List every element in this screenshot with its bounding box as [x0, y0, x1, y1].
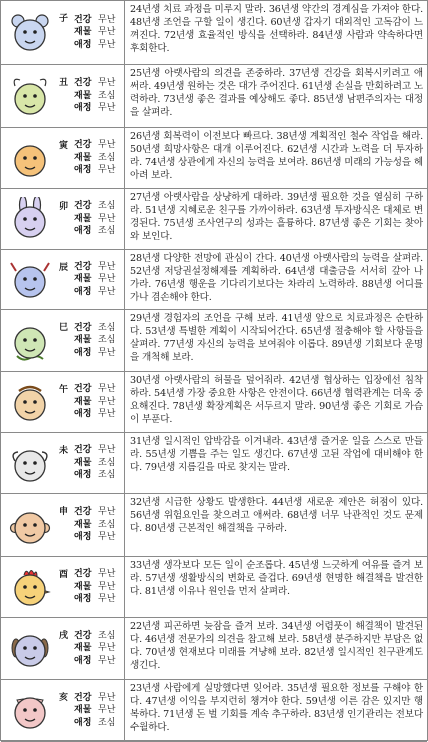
zodiac-header	[1, 433, 124, 493]
rating-value: 무난	[98, 655, 116, 666]
pig-icon	[7, 688, 53, 734]
zodiac-hanja: 亥	[59, 693, 69, 703]
rating-label: 건강	[74, 384, 92, 394]
fortune-text: 24년생 치료 과정을 미루지 말라. 36년생 약간의 경계심을 가져야 한다. 48년생 조언을 구할 일이 생긴다. 60년생 갑자기 대외적인 고독감이 느껴진다. 72년생 효율적인 방식을 선택하라. 84년생 사람과 약속하다면 후회한다.	[124, 1, 427, 64]
fortune-ratings	[74, 14, 115, 52]
rating-label: 재물	[74, 643, 92, 653]
fortune-text: 27년생 아랫사람을 상냥하게 대하라. 39년생 필요한 것을 열심히 구하라. 51년생 지혜로운 친구를 가까이하라. 63년생 투자방식은 대체로 변경된다. 75년생 조사연구의 성과는 흘륭하다. 87년생 좋은 기회는 찾아와 보인다.	[124, 189, 427, 249]
zodiac-header	[1, 189, 124, 249]
fortune-ratings	[74, 630, 115, 668]
rating-value: 무난	[98, 396, 116, 407]
zodiac-row	[1, 557, 427, 618]
rating-value: 무난	[98, 274, 116, 284]
rating-health	[74, 630, 115, 643]
rooster-icon	[7, 565, 53, 611]
zodiac-header	[1, 128, 124, 188]
horse-icon	[7, 380, 53, 426]
zodiac-hanja: 未	[59, 446, 69, 456]
rating-label: 재물	[74, 213, 92, 224]
rating-label: 건강	[74, 322, 92, 333]
fortune-ratings	[74, 568, 115, 606]
rating-value: 무난	[98, 27, 116, 37]
zodiac-row	[1, 494, 427, 557]
fortune-ratings	[74, 200, 115, 238]
rating-health	[74, 139, 115, 152]
rating-label: 건강	[74, 201, 92, 211]
zodiac-row	[1, 310, 427, 372]
rating-value: 무난	[98, 705, 116, 715]
rating-label: 재물	[74, 581, 92, 592]
fortune-text: 31년생 일시적인 압박감을 이겨내라. 43년생 즐거운 일을 스스로 만들라. 55년생 기쁨을 주는 일도 생긴다. 67년생 고된 작업에 대비해야 한다. 79년생 지름길을 따로 찾지는 말라.	[124, 433, 427, 493]
zodiac-row	[1, 189, 427, 250]
snake-icon	[7, 318, 53, 364]
rating-health	[74, 692, 115, 705]
rating-value: 무난	[98, 532, 116, 542]
rating-value: 무난	[98, 569, 116, 579]
rating-label: 재물	[74, 90, 92, 101]
zodiac-header	[1, 680, 124, 741]
rating-wealth	[74, 642, 115, 655]
zodiac-hanja: 子	[59, 14, 69, 24]
zodiac-hanja: 卯	[59, 202, 69, 212]
rating-label: 애정	[74, 165, 92, 175]
rating-love	[74, 225, 115, 238]
zodiac-row	[1, 250, 427, 310]
rating-label: 재물	[74, 705, 92, 715]
rating-label: 건강	[74, 507, 92, 517]
rating-wealth	[74, 334, 115, 347]
dog-icon	[7, 626, 53, 672]
rating-wealth	[74, 273, 115, 286]
rating-love	[74, 408, 115, 421]
rating-love	[74, 164, 115, 177]
rating-label: 애정	[74, 347, 92, 358]
rating-value: 조심	[98, 335, 116, 345]
rating-health	[74, 444, 115, 457]
rating-health	[74, 506, 115, 519]
zodiac-header	[1, 618, 124, 679]
zodiac-row	[1, 1, 427, 65]
rating-health	[74, 383, 115, 396]
rabbit-icon	[7, 197, 53, 243]
fortune-text: 25년생 아랫사람의 의견을 존중하라. 37년생 건강을 회복시키려고 애써라. 49년생 원하는 것은 대가 주어진다. 61년생 손실을 만회하려고 노력하라. 73년생 좋은 결과를 예상해도 좋다. 85년생 남편주의자는 대정을 살펴라.	[124, 65, 427, 127]
fortune-text: 32년생 시급한 상황도 발생한다. 44년생 새로운 제안은 허점이 있다. 56년생 위험요인을 찾으려고 애써라. 68년생 너무 낙관적인 것도 문제다. 80년생 근본적인 해결책을 구하라.	[124, 494, 427, 556]
rating-love	[74, 102, 115, 115]
rating-value: 무난	[98, 594, 116, 604]
rating-value: 무난	[98, 140, 116, 150]
rating-label: 애정	[74, 39, 92, 50]
rating-value: 조심	[98, 152, 116, 163]
rating-label: 건강	[74, 140, 92, 150]
fortune-ratings	[74, 261, 115, 299]
rating-value: 무난	[98, 14, 116, 25]
rating-label: 건강	[74, 78, 92, 88]
rating-label: 재물	[74, 519, 92, 530]
rating-love	[74, 655, 115, 668]
zodiac-header	[1, 557, 124, 617]
zodiac-row	[1, 433, 427, 494]
rating-label: 재물	[74, 27, 92, 37]
fortune-ratings	[74, 139, 115, 177]
rating-wealth	[74, 90, 115, 103]
monkey-icon	[7, 503, 53, 549]
rating-value: 무난	[98, 409, 116, 419]
fortune-text: 30년생 아랫사람의 허물을 덮어줘라. 42년생 협상하는 입장에선 침착하라. 54년생 가장 중요한 사항은 안전이다. 66년생 협력관계는 더욱 중요해진다. 78년생 확장계획은 서두르지 말라. 90년생 좋은 기회로 가슴이 부푼다.	[124, 372, 427, 432]
rating-value: 조심	[98, 201, 116, 211]
zodiac-row	[1, 65, 427, 128]
rat-icon	[7, 10, 53, 56]
rating-love	[74, 39, 115, 52]
zodiac-header	[1, 494, 124, 556]
rating-value: 무난	[98, 165, 116, 175]
rating-value: 조심	[98, 630, 116, 641]
zodiac-hanja: 丑	[59, 78, 69, 88]
zodiac-header	[1, 310, 124, 371]
zodiac-header	[1, 1, 124, 64]
zodiac-header	[1, 372, 124, 432]
fortune-text: 22년생 피곤하면 늦잠을 즐겨 보라. 34년생 어렴풋이 해결책이 발견된다. 46년생 전문가의 의견을 참고해 보라. 58년생 분주하지만 부담은 없다. 70년생 현재보다 미래를 겨냥해 보라. 82년생 일시적인 친구관계도 생긴다.	[124, 618, 427, 679]
zodiac-row	[1, 128, 427, 189]
rating-label: 건강	[74, 692, 92, 703]
dragon-icon	[7, 257, 53, 303]
rating-label: 애정	[74, 103, 92, 113]
zodiac-hanja: 巳	[59, 323, 69, 333]
rating-health	[74, 200, 115, 213]
zodiac-row	[1, 372, 427, 433]
rating-wealth	[74, 396, 115, 409]
rating-wealth	[74, 152, 115, 165]
rating-wealth	[74, 213, 115, 226]
rating-love	[74, 286, 115, 299]
rating-value: 조심	[98, 717, 116, 728]
sheep-icon	[7, 441, 53, 487]
rating-value: 무난	[98, 286, 116, 297]
rating-value: 무난	[98, 347, 116, 358]
zodiac-header	[1, 250, 124, 309]
rating-wealth	[74, 581, 115, 594]
rating-value: 무난	[98, 643, 116, 653]
rating-value: 무난	[98, 103, 116, 113]
fortune-ratings	[74, 692, 115, 730]
rating-label: 애정	[74, 409, 92, 419]
rating-label: 애정	[74, 655, 92, 666]
rating-value: 무난	[98, 384, 116, 394]
zodiac-hanja: 酉	[59, 570, 69, 580]
fortune-text: 33년생 생각보다 모든 일이 순조롭다. 45년생 느긋하게 여유를 즐겨 보라. 57년생 생활방식의 변화로 즐겁다. 69년생 현명한 해결책을 발견한다. 81년생 이유나 원인을 먼저 살펴라.	[124, 557, 427, 617]
fortune-ratings	[74, 77, 115, 115]
rating-health	[74, 261, 115, 274]
fortune-text: 28년생 다양한 전망에 관심이 간다. 40년생 아랫사람의 능력을 살펴라. 52년생 저당권설정해제를 계획하라. 64년생 대출금을 서서히 갚아 나가라. 76년생 행운을 기다리기보다는 차라리 노력하라. 88년생 어디를 가나 겸손해야 한다.	[124, 250, 427, 309]
rating-value: 무난	[98, 213, 116, 224]
rating-love	[74, 593, 115, 606]
rating-value: 무난	[98, 78, 116, 88]
tiger-icon	[7, 136, 53, 182]
rating-value: 조심	[98, 322, 116, 333]
zodiac-hanja: 午	[59, 385, 69, 395]
fortune-text: 26년생 회복력이 이전보다 빠르다. 38년생 계획적인 철수 작업을 해라. 50년생 희망사항은 대개 이루어진다. 62년생 시간과 노력을 더 투자하라. 74년생 상관에게 자신의 능력을 보여라. 86년생 미래의 가능성을 헤아려 보라.	[124, 128, 427, 188]
rating-label: 애정	[74, 470, 92, 480]
rating-health	[74, 568, 115, 581]
rating-label: 재물	[74, 152, 92, 163]
rating-label: 애정	[74, 594, 92, 604]
rating-label: 애정	[74, 717, 92, 728]
rating-value: 무난	[98, 581, 116, 592]
fortune-ratings	[74, 444, 115, 482]
ox-icon	[7, 74, 53, 120]
zodiac-row	[1, 618, 427, 680]
fortune-ratings	[74, 383, 115, 421]
rating-value: 조심	[98, 470, 116, 480]
rating-label: 애정	[74, 532, 92, 542]
zodiac-hanja: 寅	[59, 141, 69, 151]
rating-love	[74, 469, 115, 482]
fortune-text: 23년생 사람에게 실망했다면 잊어라. 35년생 필요한 정보를 구해야 한다. 47년생 이익을 부지런히 챙겨야 한다. 59년생 이른 감은 있지만 행복하다. 71년생 돈 벌 기회를 계속 추구하라. 83년생 인기관리는 전보다 수월하다.	[124, 680, 427, 741]
rating-wealth	[74, 519, 115, 532]
rating-label: 재물	[74, 396, 92, 407]
rating-label: 재물	[74, 274, 92, 284]
rating-label: 애정	[74, 226, 92, 236]
rating-love	[74, 347, 115, 360]
zodiac-hanja: 戌	[59, 631, 69, 641]
zodiac-row	[1, 680, 427, 742]
rating-wealth	[74, 704, 115, 717]
rating-value: 조심	[98, 519, 116, 530]
rating-value: 무난	[98, 445, 116, 455]
rating-label: 건강	[74, 445, 92, 455]
rating-value: 무난	[98, 692, 116, 703]
fortune-text: 29년생 경험자의 조언을 구해 보라. 41년생 앞으로 치료과정은 순탄하다. 53년생 특별한 계획이 시작되어간다. 65년생 절충해야 할 사항들을 살펴라. 77년생 자신의 능력을 보여줘야 이롭다. 89년생 기회보다 운명을 개척해 보라.	[124, 310, 427, 371]
rating-value: 무난	[98, 261, 116, 272]
rating-health	[74, 322, 115, 335]
rating-health	[74, 77, 115, 90]
rating-value: 무난	[98, 507, 116, 517]
fortune-ratings	[74, 322, 115, 360]
rating-label: 건강	[74, 630, 92, 641]
rating-label: 재물	[74, 335, 92, 345]
rating-label: 건강	[74, 261, 92, 272]
zodiac-hanja: 辰	[59, 263, 69, 273]
zodiac-header	[1, 65, 124, 127]
rating-wealth	[74, 457, 115, 470]
fortune-ratings	[74, 506, 115, 544]
rating-label: 애정	[74, 286, 92, 297]
rating-wealth	[74, 26, 115, 39]
rating-value: 조심	[98, 457, 116, 468]
rating-label: 재물	[74, 457, 92, 468]
rating-value: 무난	[98, 39, 116, 50]
rating-label: 건강	[74, 14, 92, 25]
rating-health	[74, 14, 115, 27]
rating-label: 건강	[74, 569, 92, 579]
zodiac-hanja: 申	[59, 507, 69, 517]
rating-value: 조심	[98, 226, 116, 236]
rating-love	[74, 717, 115, 730]
rating-value: 조심	[98, 90, 116, 101]
rating-love	[74, 531, 115, 544]
